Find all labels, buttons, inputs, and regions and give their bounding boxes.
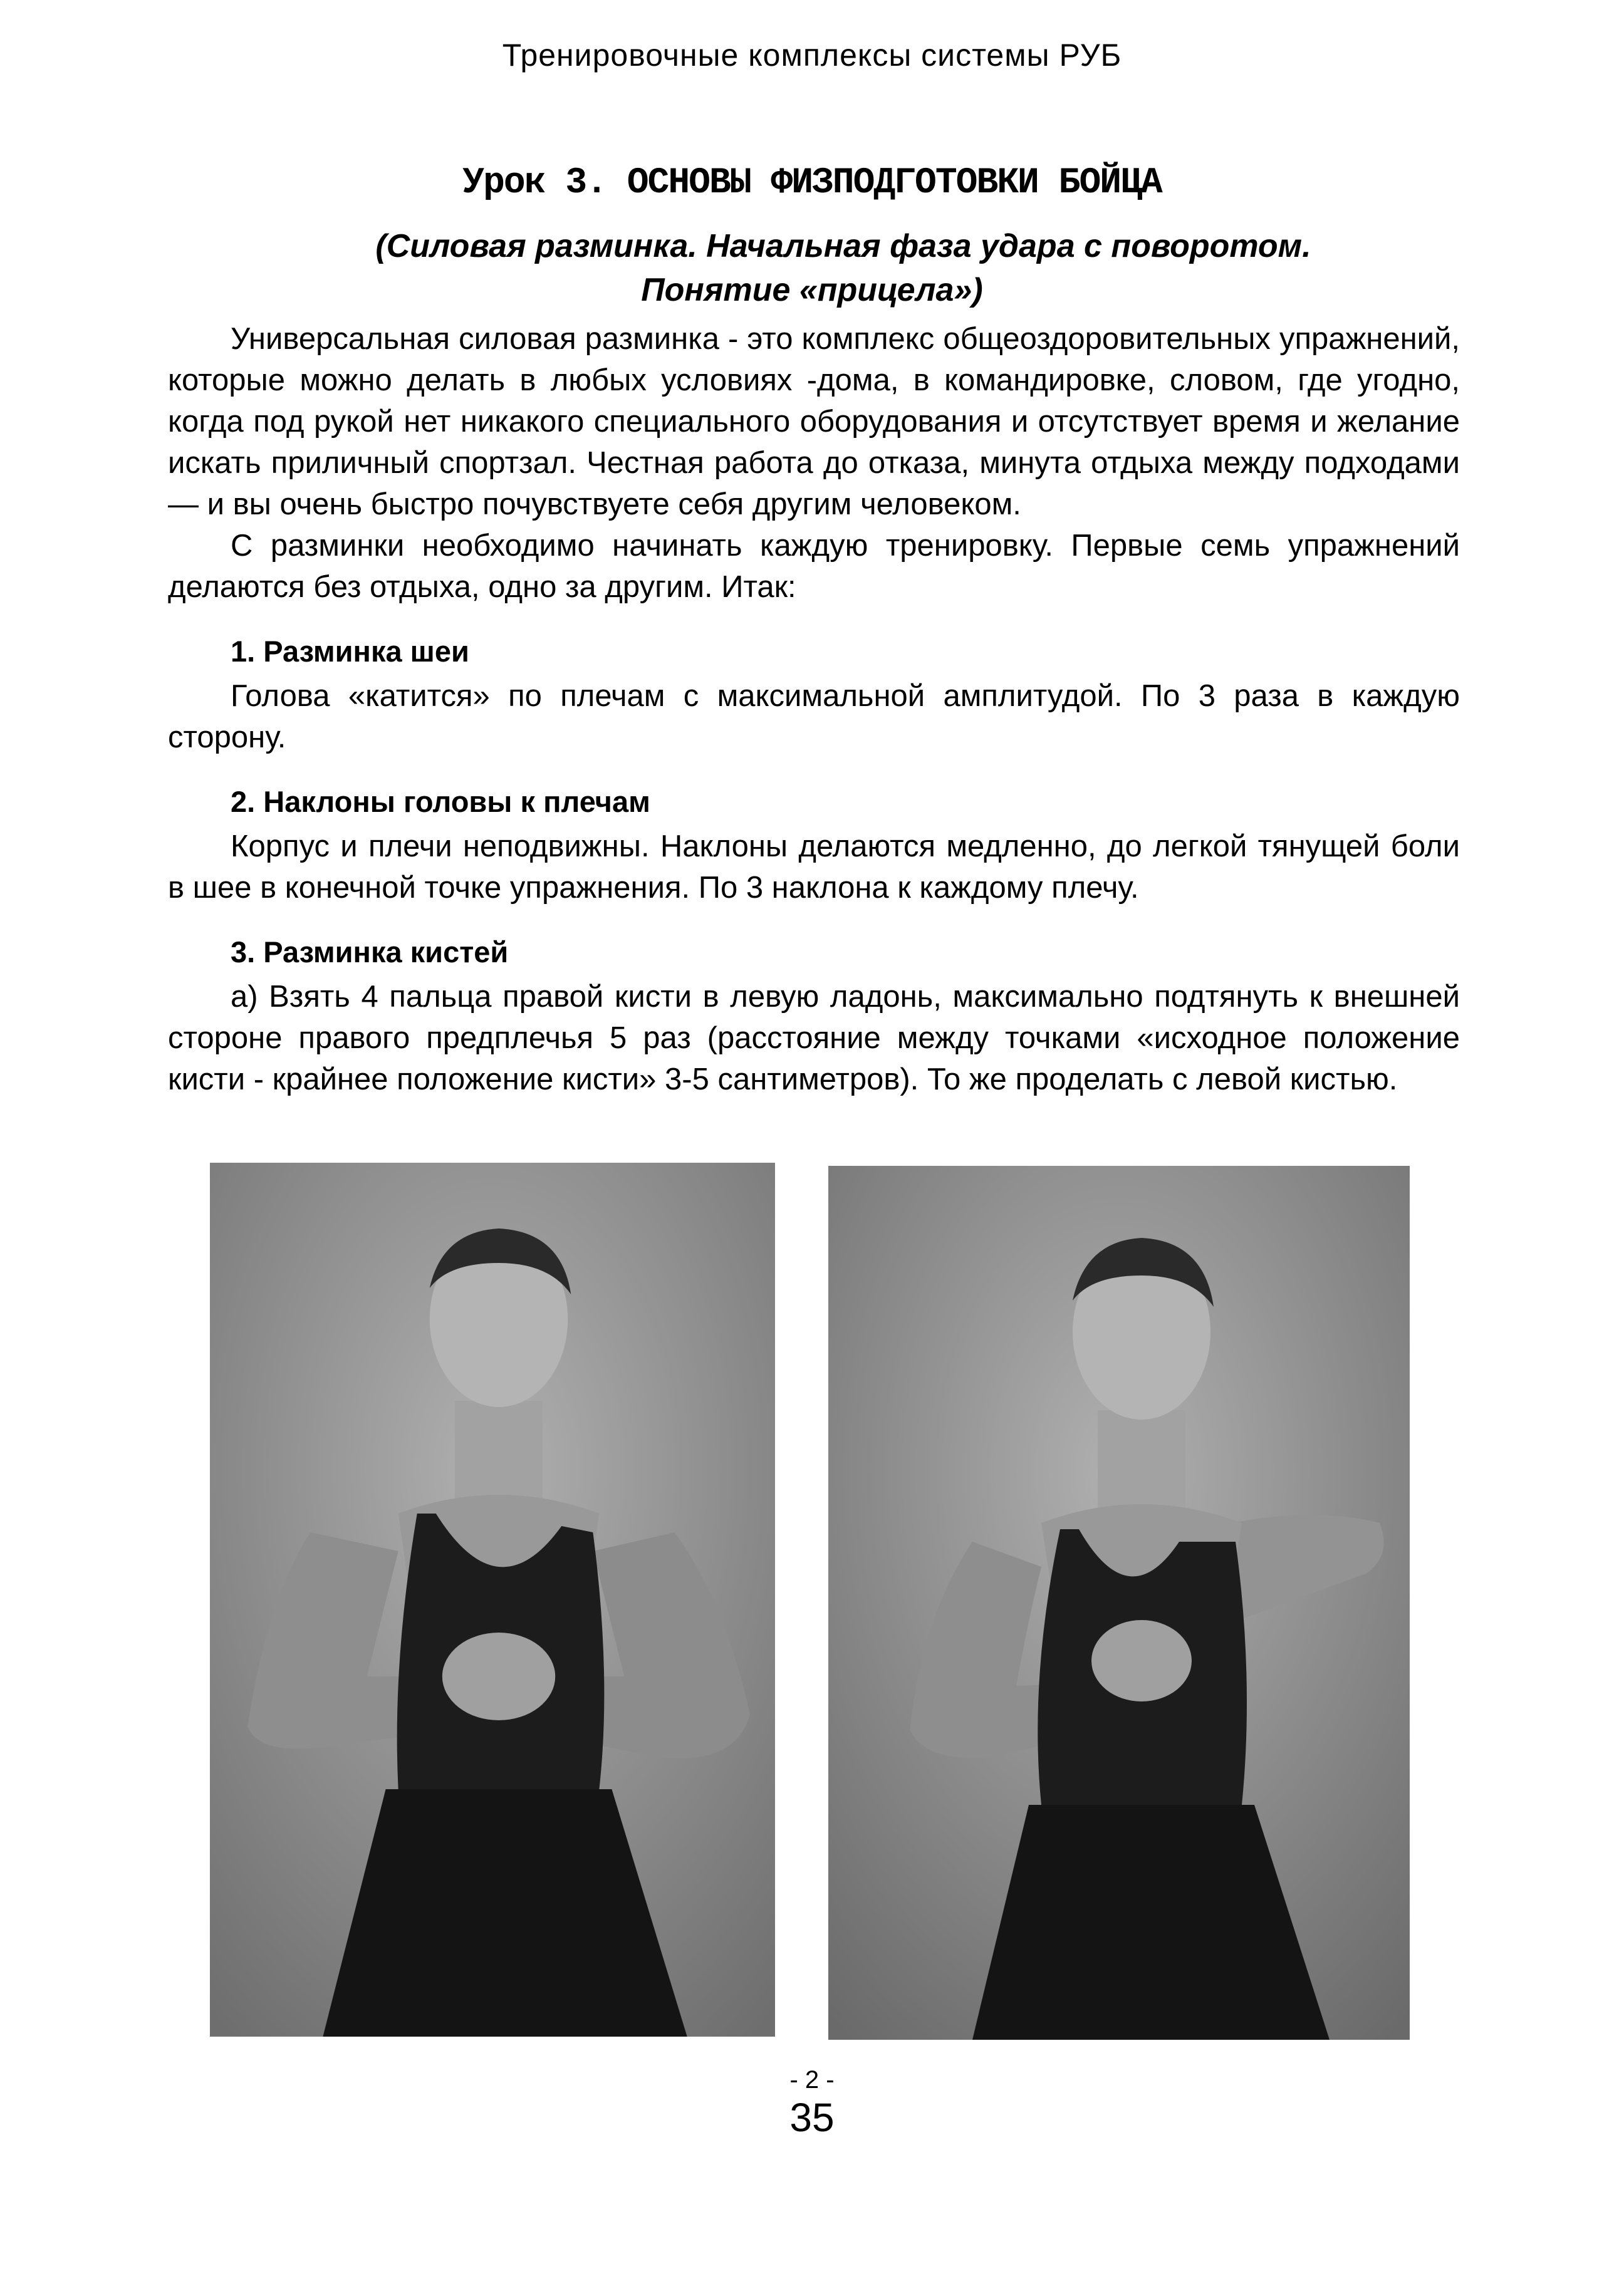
photo-row [0, 1163, 1624, 2040]
exercise-text: Корпус и плечи неподвижны. Наклоны делаются медленно, до легкой тянущей боли в шее в конечной точке упражнения. По 3 наклона к каждому плечу. [168, 829, 1460, 905]
exercise-heading: 2. Наклоны головы к плечам [231, 785, 650, 818]
intro-paragraph: Универсальная силовая разминка - это комплекс общеоздоровительных упражнений, которые можно делать в любых условиях -дома, в командировке, словом, где угодно, когда под рукой нет никакого специального оборудования и отсутствует время и желание искать приличный спортзал. Честная работа до отказа, минута отдыха между подходами — и вы очень быстро почувствуете себя другим человеком. [168, 322, 1460, 521]
body-text [168, 318, 1460, 1100]
page-footer [0, 2065, 1624, 2140]
subtitle-line-1: (Силовая разминка. Начальная фаза удара с поворотом. [375, 228, 1311, 264]
page-number-outer: 35 [789, 2095, 835, 2140]
running-head: Тренировочные комплексы системы РУБ [502, 38, 1122, 73]
exercise-text: а) Взять 4 пальца правой кисти в левую ладонь, максимально подтянуть к внешней стороне правого предплечья 5 раз (расстояние между точками «исходное положение кисти - крайнее положение кисти» 3-5 сантиметров). То же проделать с левой кистью. [168, 980, 1460, 1096]
exercise-heading: 3. Разминка кистей [231, 935, 509, 969]
lesson-title: Урок 3. ОСНОВЫ ФИЗПОДГОТОВКИ БОЙЦА [462, 163, 1162, 204]
lesson-subtitle [0, 224, 1624, 312]
subtitle-line-2: Понятие «прицела») [641, 272, 983, 308]
page-number-inner: - 2 - [789, 2066, 835, 2094]
exercise-photo-end [828, 1166, 1410, 2040]
person-illustration [210, 1163, 775, 2037]
start-paragraph: С разминки необходимо начинать каждую тренировку. Первые семь упражнений делаются без отдыха, одно за другим. Итак: [168, 529, 1460, 604]
exercise-photo-start [210, 1163, 775, 2037]
exercise-heading: 1. Разминка шеи [231, 635, 469, 668]
person-illustration [828, 1166, 1410, 2040]
exercise-text: Голова «катится» по плечам с максимальной амплитудой. По 3 раза в каждую сторону. [168, 679, 1460, 754]
